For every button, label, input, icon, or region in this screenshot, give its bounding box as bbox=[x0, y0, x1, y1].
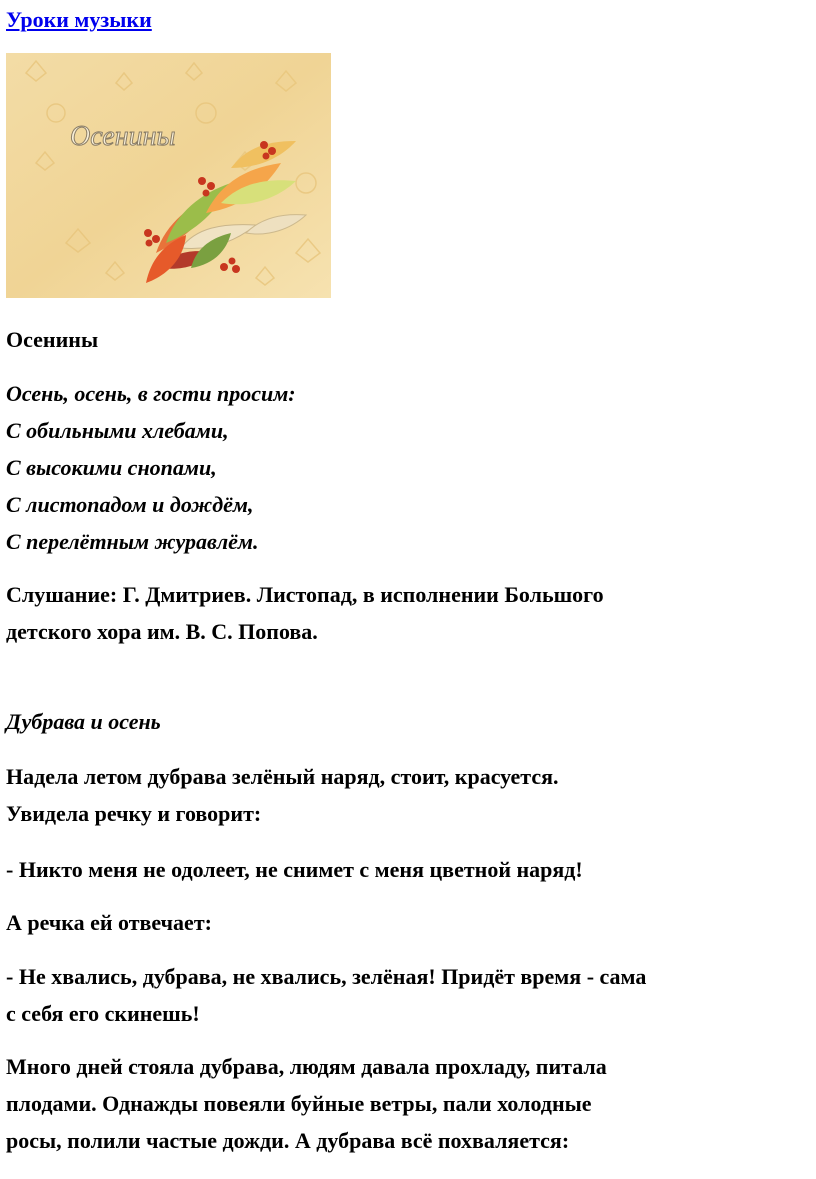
poem-line: Осень, осень, в гости просим: bbox=[6, 381, 296, 406]
poem-heading: Осенины bbox=[6, 327, 99, 352]
story-paragraph: Увидела речку и говорит: bbox=[6, 801, 262, 826]
story-title: Дубрава и осень bbox=[6, 709, 161, 734]
story-paragraph: плодами. Однажды повеяли буйные ветры, пали холодные bbox=[6, 1091, 592, 1116]
story-paragraph: - Не хвались, дубрава, не хвались, зелёная! Придёт время - сама bbox=[6, 964, 647, 989]
poem-line: С листопадом и дождём, bbox=[6, 492, 254, 517]
story-paragraph: Надела летом дубрава зелёный наряд, стоит, красуется. bbox=[6, 764, 559, 789]
listening-text: детского хора им. В. С. Попова. bbox=[6, 619, 318, 644]
poem-line: С обильными хлебами, bbox=[6, 418, 229, 443]
lessons-link[interactable]: Уроки музыки bbox=[6, 7, 152, 32]
story-paragraph: росы, полили частые дожди. А дубрава всё похваляется: bbox=[6, 1128, 570, 1153]
poem-line: С перелётным журавлём. bbox=[6, 529, 259, 554]
story-paragraph: с себя его скинешь! bbox=[6, 1001, 200, 1026]
story-paragraph: А речка ей отвечает: bbox=[6, 910, 212, 935]
listening-text: Слушание: Г. Дмитриев. Листопад, в исполнении Большого bbox=[6, 582, 604, 607]
story-paragraph: - Никто меня не одолеет, не снимет с меня цветной наряд! bbox=[6, 857, 583, 882]
illustration-title: Осенины bbox=[70, 121, 176, 152]
autumn-leaves-image bbox=[6, 53, 331, 298]
poem-line: С высокими снопами, bbox=[6, 455, 217, 480]
story-paragraph: Много дней стояла дубрава, людям давала прохладу, питала bbox=[6, 1054, 607, 1079]
